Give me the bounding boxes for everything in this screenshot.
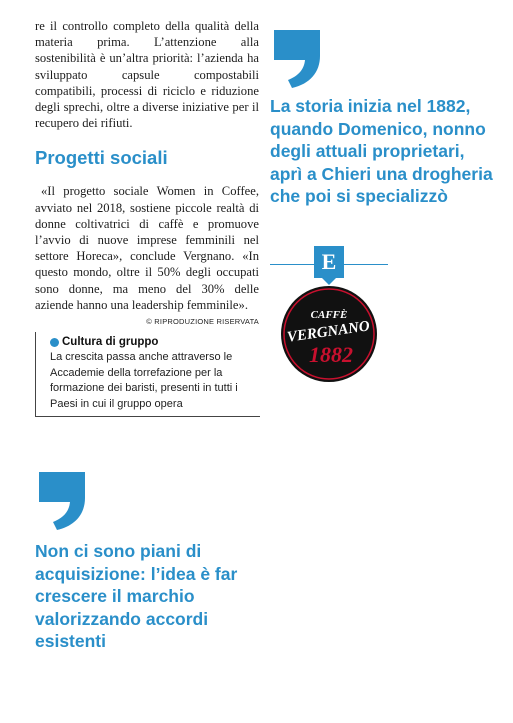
section-title: Progetti sociali: [35, 147, 168, 169]
sidebar-box-title-row: [50, 336, 260, 348]
logo-vergnano-text: VERGNANO: [286, 318, 371, 346]
pull-quote-bottom: Non ci sono piani di acquisizione: l’idea è far crescere il marchio valorizzando accordi esistenti: [35, 541, 238, 651]
bullet-dot-icon: [50, 338, 59, 347]
signature-line-left: [270, 264, 314, 265]
copyright-notice: © RIPRODUZIONE RISERVATA: [146, 317, 259, 327]
logo-caffe-text: CAFFÈ: [310, 309, 348, 321]
quote-mark-bottom-icon: [35, 472, 89, 530]
logo-year-text: 1882: [309, 342, 353, 367]
sidebar-box-text: La crescita passa anche attraverso le Accademie della torrefazione per la formazione dei baristi, presenti in tutti i Paesi in cui il gruppo opera: [50, 351, 238, 410]
article-column: [35, 18, 259, 417]
quote-mark-icon: [270, 30, 324, 88]
article-paragraph-2: «Il progetto sociale Women in Coffee, avviato nel 2018, sostiene piccole realtà di donne coltivatrici di caffè e promuove l’avvio di nuove imprese femminili nel settore Horeca», conclude Vergnano. «In questo mondo, oltre il 50% degli occupati sono donne, ma meno del 30% delle aziende hanno una leadership femminile».: [35, 184, 259, 312]
sidebar-box-title: Cultura di gruppo: [62, 336, 159, 349]
sidebar-box: [35, 332, 260, 417]
signature-badge: E: [314, 246, 344, 278]
vergnano-logo: [279, 284, 379, 384]
pull-quote-right: La storia inizia nel 1882, quando Domenico, nonno degli attuali proprietari, aprì a Chieri una drogheria che poi si specializzò: [270, 96, 493, 206]
signature-line-right: [344, 264, 388, 265]
article-paragraph-1: re il controllo completo della qualità della materia prima. L’attenzione alla sostenibilità è un’altra priorità: l’azienda ha sviluppato capsule compostabili compatibili, processi di riciclo e riduzione degli sprechi, oltre a diverse iniziative per il recupero dei rifiuti.: [35, 19, 259, 131]
